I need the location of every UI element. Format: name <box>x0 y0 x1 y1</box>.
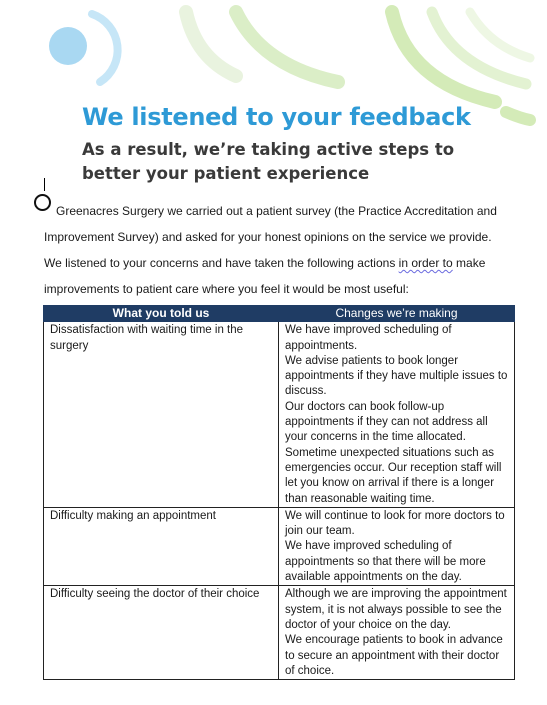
change-item: We will continue to look for more doctors to join our team. <box>285 509 505 538</box>
intro-line-3-end: make <box>452 256 486 270</box>
intro-line-1[interactable]: Greenacres Surgery we carried out a patient survey (the Practice Accreditation and <box>56 204 497 218</box>
change-item: Although we are improving the appointment system, it is not always possible to see the doctor of your choice on the day. <box>285 588 507 631</box>
told-cell[interactable]: Dissatisfaction with waiting time in the surgery <box>44 322 279 508</box>
feedback-table[interactable] <box>43 305 515 680</box>
blue-dot-shape <box>49 27 87 65</box>
intro-line-4[interactable]: improvements to patient care where you feel it would be most useful: <box>44 282 409 296</box>
intro-line-2[interactable]: Improvement Survey) and asked for your honest opinions on the service we provide. <box>44 230 492 244</box>
change-item: We have improved scheduling of appointments. <box>285 324 452 352</box>
change-item: We advise patients to book longer appointments if they have multiple issues to discuss. <box>285 354 508 398</box>
faint-arc-shape <box>186 12 236 76</box>
change-item: Our doctors can book follow-up appointments if they can not address all your concerns in the time allocated. <box>285 400 488 444</box>
blue-arc-shape <box>92 14 118 82</box>
intro-line-3[interactable] <box>44 250 514 276</box>
subtitle-line-1: As a result, we’re taking active steps to <box>82 140 455 159</box>
told-cell[interactable]: Difficulty seeing the doctor of their choice <box>44 586 279 680</box>
change-item: We encourage patients to book in advance to secure an appointment with their doctor of choice. <box>285 634 503 677</box>
table-row <box>44 586 515 680</box>
changes-cell[interactable] <box>279 507 515 585</box>
green-arc-small-shape <box>236 12 338 82</box>
green-arc-tail-shape <box>506 112 530 120</box>
changes-cell[interactable] <box>279 586 515 680</box>
page-title: We listened to your feedback <box>82 103 471 131</box>
subtitle-line-2: better your patient experience <box>82 164 370 183</box>
table-row <box>44 507 515 585</box>
green-arc-innermost-shape <box>470 12 530 58</box>
change-item: We have improved scheduling of appointments so that there will be more available appointments on the day. <box>285 540 486 584</box>
page-subtitle <box>82 138 462 186</box>
intro-line-3-start: We listened to your concerns and have taken the following actions <box>44 256 399 270</box>
told-cell[interactable]: Difficulty making an appointment <box>44 507 279 585</box>
intro-paragraph[interactable] <box>44 198 514 302</box>
column-header-changes: Changes we’re making <box>279 306 515 322</box>
changes-cell[interactable] <box>279 322 515 508</box>
change-item: Sometime unexpected situations such as emergencies occur. Our reception staff will let you know on arrival if there is a longer than reasonable waiting time. <box>285 446 502 505</box>
column-header-what-you-told-us: What you told us <box>44 306 279 322</box>
grammar-flagged-phrase[interactable]: in order to <box>398 256 453 270</box>
table-row <box>44 322 515 508</box>
text-insertion-cursor <box>44 178 45 191</box>
table-header-row <box>44 306 515 322</box>
